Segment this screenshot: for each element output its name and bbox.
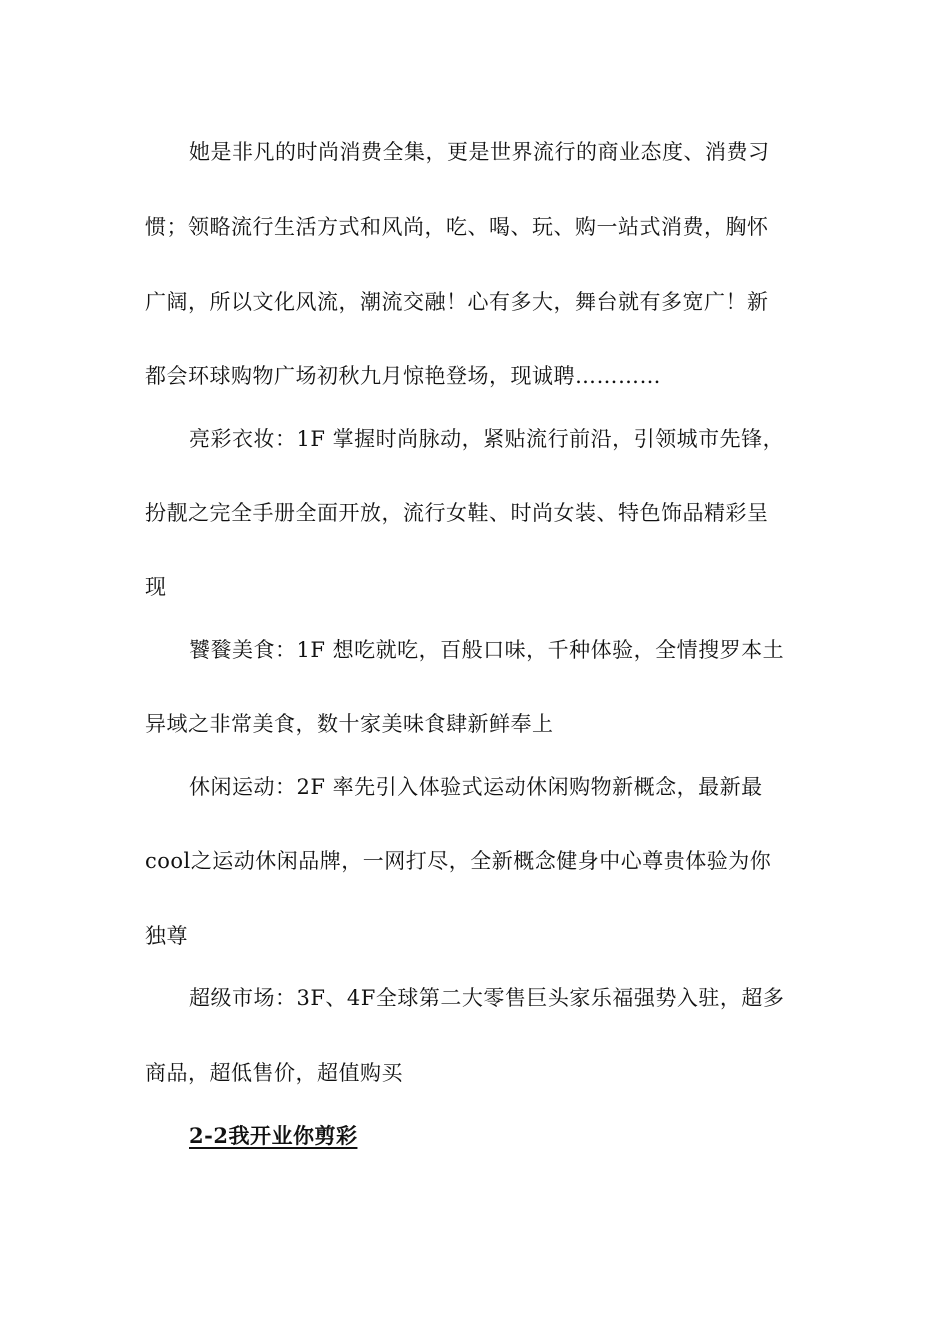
intro-line-1: 她是非凡的时尚消费全集，更是世界流行的商业态度、消费习 (189, 140, 770, 164)
sports-line-1: 休闲运动：2F 率先引入体验式运动休闲购物新概念，最新最 (189, 775, 763, 799)
sports-line-3: 独尊 (145, 924, 188, 948)
intro-line-2: 惯；领略流行生活方式和风尚，吃、喝、玩、购一站式消费，胸怀 (145, 215, 769, 239)
supermarket-line-1: 超级市场：3F、4F全球第二大零售巨头家乐福强势入驻，超多 (189, 986, 785, 1010)
fashion-line-1: 亮彩衣妆：1F 掌握时尚脉动，紧贴流行前沿，引领城市先锋， (189, 427, 785, 451)
food-line-2: 异域之非常美食，数十家美味食肆新鲜奉上 (145, 712, 554, 736)
fashion-line-3: 现 (145, 575, 167, 599)
fashion-line-2: 扮靓之完全手册全面开放，流行女鞋、时尚女装、特色饰品精彩呈 (145, 501, 769, 525)
intro-line-4: 都会环球购物广场初秋九月惊艳登场，现诚聘………… (145, 364, 661, 388)
food-line-1: 饕餮美食：1F 想吃就吃，百般口味，千种体验，全情搜罗本土 (189, 638, 785, 662)
section-heading: 2-2我开业你剪彩 (189, 1123, 358, 1148)
supermarket-line-2: 商品，超低售价，超值购买 (145, 1061, 403, 1085)
intro-line-3: 广阔，所以文化风流，潮流交融！心有多大，舞台就有多宽广！新 (145, 290, 769, 314)
sports-line-2: cool之运动休闲品牌，一网打尽，全新概念健身中心尊贵体验为你 (145, 849, 772, 873)
